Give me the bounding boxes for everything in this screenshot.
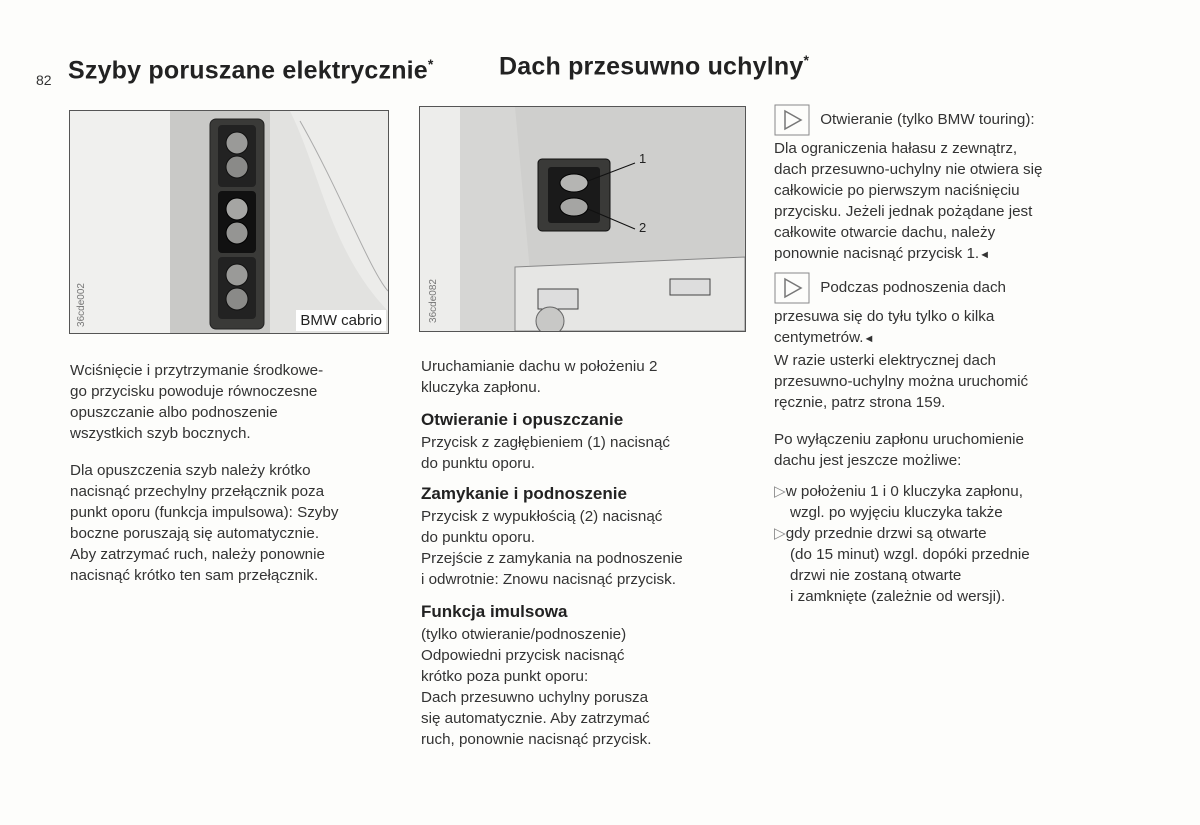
- callout-2: 2: [639, 220, 647, 235]
- text-line: opuszczanie albo podnoszenie: [70, 404, 278, 421]
- notes-column: [774, 104, 1144, 607]
- bullet-triangle-icon: ▷: [774, 483, 786, 500]
- text-line: ręcznie, patrz strona 159.: [774, 394, 946, 411]
- text-line: Przycisk z wypukłością (2) nacisnąć: [421, 508, 663, 525]
- text-line: centymetrów.: [774, 329, 864, 346]
- photo-caption: BMW cabrio: [296, 310, 386, 331]
- heading-windows: [68, 56, 434, 85]
- text-line: Dla ograniczenia hałasu z zewnątrz,: [774, 140, 1018, 157]
- heading-windows-text: Szyby poruszane elektrycznie: [68, 56, 428, 85]
- text-line: nacisnąć krótko ten sam przełącznik.: [70, 567, 319, 584]
- text-line: Dla opuszczenia szyb należy krótko: [70, 462, 311, 479]
- text-line: drzwi nie zostaną otwarte: [790, 567, 962, 584]
- page-number: 82: [36, 72, 52, 88]
- window-switch-photo: [69, 110, 389, 334]
- text-line: punkt oporu (funkcja impulsowa): Szyby: [70, 504, 339, 521]
- bullet-triangle-icon: ▷: [774, 525, 786, 542]
- callout-1: 1: [639, 151, 647, 166]
- sunroof-text: [421, 356, 766, 750]
- text-line: i zamknięte (zależnie od wersji).: [790, 588, 1006, 605]
- subheading-open: Otwieranie i opuszczanie: [421, 410, 624, 429]
- sunroof-switch-illustration: [420, 107, 745, 331]
- text-line: dachu jest jeszcze możliwe:: [774, 452, 962, 469]
- text-line: krótko poza punkt oporu:: [421, 668, 589, 685]
- text-line: się automatycznie. Aby zatrzymać: [421, 710, 650, 727]
- text-line: całkowite otwarcie dachu, należy: [774, 224, 996, 241]
- text-line: przesuwa się do tyłu tylko o kilka: [774, 308, 995, 325]
- window-switch-illustration: [70, 111, 388, 333]
- image-code: 36cde082: [428, 279, 439, 323]
- text-line: W razie usterki elektrycznej dach: [774, 352, 996, 369]
- asterisk: *: [427, 56, 434, 72]
- text-line: dach przesuwno-uchylny nie otwiera się: [774, 161, 1043, 178]
- text-line: boczne poruszają się automatycznie.: [70, 525, 320, 542]
- asterisk: *: [803, 52, 810, 68]
- text-line: ponownie nacisnąć przycisk 1.: [774, 245, 980, 262]
- end-mark-icon: ◄: [863, 333, 875, 345]
- note-triangle-icon: [774, 104, 810, 136]
- text-line: przycisku. Jeżeli jednak pożądane jest: [774, 203, 1033, 220]
- text-line: Przejście z zamykania na podnoszenie: [421, 550, 683, 567]
- text-line: Wciśnięcie i przytrzymanie środkowe-: [70, 362, 324, 379]
- subheading-close: Zamykanie i podnoszenie: [421, 484, 627, 503]
- heading-sunroof-text: Dach przesuwno uchylny: [499, 52, 804, 81]
- text-line: go przycisku powoduje równoczesne: [70, 383, 318, 400]
- text-line: Po wyłączeniu zapłonu uruchomienie: [774, 431, 1024, 448]
- text-line: Uruchamianie dachu w położeniu 2: [421, 358, 658, 375]
- text-line: do punktu oporu.: [421, 529, 535, 546]
- text-line: gdy przednie drzwi są otwarte: [785, 525, 987, 542]
- text-line: wzgl. po wyjęciu kluczyka także: [790, 504, 1003, 521]
- text-line: wszystkich szyb bocznych.: [70, 425, 251, 442]
- text-line: kluczyka zapłonu.: [421, 379, 541, 396]
- end-mark-icon: ◄: [979, 249, 991, 261]
- note-triangle-icon: [774, 272, 810, 304]
- text-line: (tylko otwieranie/podnoszenie): [421, 626, 627, 643]
- text-line: do punktu oporu.: [421, 455, 535, 472]
- image-code: 36cde002: [76, 283, 87, 327]
- note1-heading: Otwieranie (tylko BMW touring):: [820, 111, 1035, 129]
- windows-text: [70, 360, 410, 586]
- text-line: Aby zatrzymać ruch, należy ponownie: [70, 546, 325, 563]
- text-line: nacisnąć przechylny przełącznik poza: [70, 483, 325, 500]
- heading-sunroof: [499, 52, 809, 81]
- subheading-impulse: Funkcja imulsowa: [421, 602, 568, 621]
- text-line: Dach przesuwno uchylny porusza: [421, 689, 649, 706]
- sunroof-switch-photo: [419, 106, 746, 332]
- text-line: (do 15 minut) wzgl. dopóki przednie: [790, 546, 1030, 563]
- text-line: w położeniu 1 i 0 kluczyka zapłonu,: [785, 483, 1023, 500]
- text-line: ruch, ponownie nacisnąć przycisk.: [421, 731, 652, 748]
- text-line: Przycisk z zagłębieniem (1) nacisnąć: [421, 434, 670, 451]
- note2-heading: Podczas podnoszenia dach: [820, 279, 1006, 297]
- text-line: przesuwno-uchylny można uruchomić: [774, 373, 1029, 390]
- text-line: całkowicie po pierwszym naciśnięciu: [774, 182, 1020, 199]
- text-line: Odpowiedni przycisk nacisnąć: [421, 647, 625, 664]
- text-line: i odwrotnie: Znowu nacisnąć przycisk.: [421, 571, 676, 588]
